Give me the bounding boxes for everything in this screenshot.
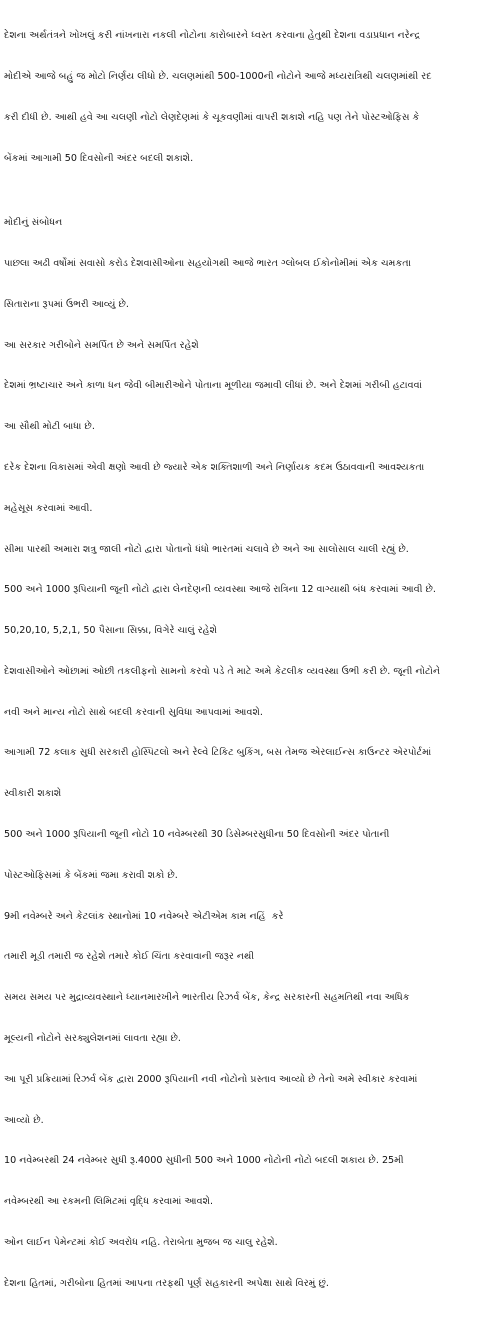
intro-paragraph — [4, 2, 473, 192]
intro-line: મોદીએ આજે બહું જ મોટો નિર્ણય લીધો છે. ચલણમાંથી 500-1000ની નોટોને આજે મધ્યરાત્રિથી ચલણમાંથી રદ — [4, 70, 432, 82]
text-line: સ્વીકારી શકાશે — [4, 788, 62, 800]
text-line: સમય સમય પર મુદ્રાવ્યવસ્થાને ધ્યાનમારખીને ભારતીય રિઝર્વ બેંક, કેન્દ્ર સરકારની સહમતિથી નવા અધિક — [4, 992, 410, 1004]
text-line: પોસ્ટઓફિસમાં કે બેંકમાં જમા કરાવી શકો છે. — [4, 869, 178, 881]
text-line: આગામી 72 કલાક સુધી સરકારી હોસ્પિટલો અને રેલ્વે ટિકિટ બુકિંગ, બસ તેમજ એરલાઈન્સ કાઉન્ટર એરપોર્ટમાં — [4, 747, 432, 759]
intro-line: બેંકમાં આગામી 50 દિવસોની અંદર બદલી શકાશે. — [4, 152, 194, 164]
speech-points — [4, 230, 473, 1317]
text-line: પાછલા અઢી વર્ષોમાં સવાસો કરોડ દેશવાસીઓના સહયોગથી આજે ભારત ગ્લોબલ ઈકોનોમીમાં એક ચમકતા — [4, 258, 411, 270]
text-line: સીમા પારથી અમારા શત્રુ જાલી નોટો દ્વારા પોતાનો ધંધો ભારતમાં ચલાવે છે અને આ સાલોસાલ ચાલી રહ્યું છે. — [4, 543, 409, 555]
text-line: 500 અને 1000 રૂપિયાની જૂની નોટો દ્વારા લેનદેણની વ્યવસ્થા આજે રાત્રિના 12 વાગ્યાથી બંધ કરવામાં આવી છે. — [4, 584, 436, 596]
text-line: મહેસૂસ કરવામાં આવી. — [4, 502, 93, 514]
text-line: આ પૂરી પ્રક્રિયામાં રિઝર્વ બેંક દ્વારા 2000 રૂપિયાની નવી નોટોનો પ્રસ્તાવ આવ્યો છે તેનો અમે સ્વીકાર કરવામાં — [4, 1073, 418, 1085]
text-line: આ સૌથી મોટી બાધા છે. — [4, 421, 95, 433]
section-heading: મોદીનું સંબોધન — [4, 217, 63, 229]
text-line: દેશમાં ભ્રષ્ટાચાર અને કાળા ધન જેવી બીમારીઓને પોતાના મૂળીયા જમાવી લીધાં છે. અને દેશમાં ગરીબી હટાવવાં — [4, 380, 422, 392]
text-line: સિતારાના રૂપમાં ઉભરી આવ્યું છે. — [4, 298, 129, 310]
text-line: 50,20,10, 5,2,1, 50 પૈસાના સિક્કા, વિગેરે ચાલું રહેશે — [4, 625, 217, 637]
text-line: દરેક દેશના વિકાસમાં એવી ક્ષણો આવી છે જ્યારે એક શક્તિશાળી અને નિર્ણાયક કદમ ઉઠાવવાની આવશ્યકતા — [4, 462, 425, 473]
text-line: નવી અને માન્ય નોટો સાથે બદલી કરવાની સુવિધા આપવામાં આવશે. — [4, 706, 263, 718]
text-line: મૂલ્યની નોટોને સરક્યુલેશનમાં લાવતા રહ્યા છે. — [4, 1032, 181, 1044]
text-line: 9મી નવેમ્બરે અને કેટલાંક સ્થાનોમાં 10 નવેમ્બરે એટીએમ કામ નહિં કરે — [4, 910, 284, 922]
text-line: આ સરકાર ગરીબોને સમર્પિત છે અને સમર્પિત રહેશે — [4, 339, 199, 351]
text-line: ઓન લાઈન પેમેન્ટમાં કોઈ અવરોધ નહિ. તેરાબેતા મુજબ જ ચાલુ રહેશે. — [4, 1236, 278, 1248]
text-line: દેશવાસીઓને ઓછામાં ઓછી તકલીફનો સામનો કરવો પડે તે માટે અમે કેટલીક વ્યવસ્થા ઉભી કરી છે. જૂની નોટોને — [4, 665, 441, 677]
text-line: આવ્યો છે. — [4, 1114, 44, 1126]
text-line: 10 નવેમ્બરથી 24 નવેમ્બર સુધી રૂ.4000 સુધીની 500 અને 1000 નોટોની નોટો બદલી શકાય છે. 25મી — [4, 1155, 404, 1167]
intro-line: કરી દીધી છે. આથી હવે આ ચલણી નોટો લેણદેણમાં કે ચૂકવણીમાં વાપરી શકાશે નહિ પણ તેને પોસ્ટઓફિસ કે — [4, 111, 420, 123]
text-line: નવેમ્બરથી આ રકમની લિમિટમાં વૃદ્ધિ કરવામાં આવશે. — [4, 1196, 214, 1208]
text-line: દેશના હિતમાં, ગરીબોના હિતમાં આપના તરફથી પૂર્ણ સહકારની અપેક્ષા સાથે વિરમું છું. — [4, 1277, 329, 1289]
intro-line: દેશના અર્થતંત્રને ખોખલું કરી નાંખનારા નકલી નોટોના કારોબારને ધ્વસ્ત કરવાના હેતુથી દેશના વડાપ્રધાન નરેન્દ્ર — [4, 30, 421, 42]
text-line: 500 અને 1000 રૂપિયાની જૂની નોટો 10 નવેમ્બરથી 30 ડિસેમ્બરસુધીના 50 દિવસોની અંદર પોતાની — [4, 829, 390, 841]
text-line: તમારી મૂડી તમારી જ રહેશે તમારે કોઈ ચિંતા કરવાવાની જરૂર નથી — [4, 951, 255, 963]
